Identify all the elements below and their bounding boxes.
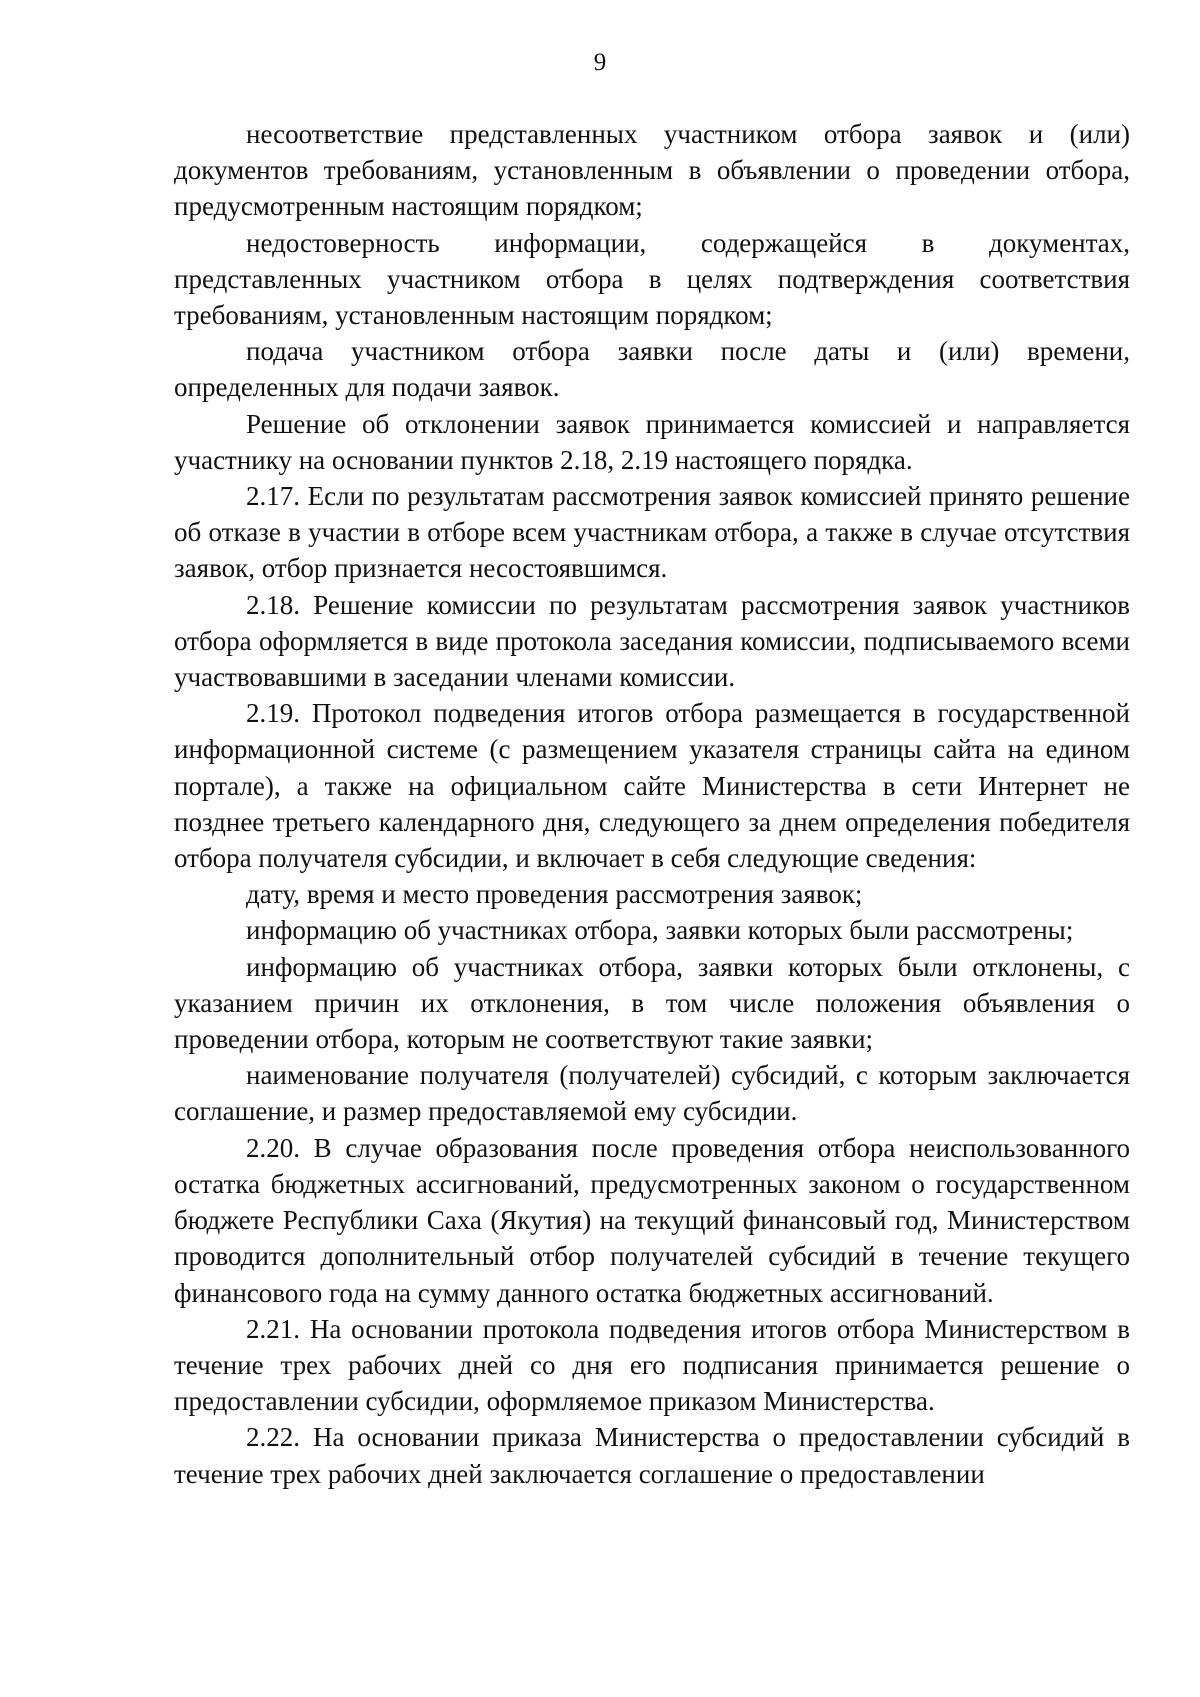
paragraph-2-20: 2.20. В случае образования после проведения отбора неиспользованного остатка бюджетных ассигнований, предусмотренных законом о государственном бюджете Республики Саха (Якутия) на текущий финансовый год, Министерством проводится дополнительный отбор получателей субсидий в течение текущего финансового года на сумму данного остатка бюджетных ассигнований. [174,1132,1130,1308]
list-item-date-time: дату, время и место проведения рассмотрения заявок; [246,879,863,910]
list-item-rejected: информацию об участниках отбора, заявки которых были отклонены, с указанием причин их отклонения, в том числе положения объявления о проведении отбора, которым не соответствуют такие заявки; [174,951,1130,1055]
paragraph-4: Решение об отклонении заявок принимается комиссией и направляется участнику на основании пунктов 2.18, 2.19 настоящего порядка. [174,408,1130,475]
paragraph-2-21: 2.21. На основании протокола подведения итогов отбора Министерством в течение трех рабочих дней со дня его подписания принимается решение о предоставлении субсидии, оформляемое приказом Министерства. [174,1313,1130,1417]
document-body [174,116,1130,1492]
paragraph-3: подача участником отбора заявки после даты и (или) времени, определенных для подачи заявок. [174,336,1130,403]
paragraph-2-19: 2.19. Протокол подведения итогов отбора размещается в государственной информационной системе (с размещением указателя страницы сайта на едином портале), а также на официальном сайте Министерства в сети Интернет не позднее третьего календарного дня, следующего за днем определения победителя отбора получателя субсидии, и включает в себя следующие сведения: [174,698,1130,874]
list-item-reviewed: информацию об участниках отбора, заявки которых были рассмотрены; [246,915,1074,946]
paragraph-1: несоответствие представленных участником отбора заявок и (или) документов требованиям, установленным в объявлении о проведении отбора, предусмотренным настоящим порядком; [174,119,1130,222]
page-number: 9 [593,49,607,76]
list-item-recipient: наименование получателя (получателей) субсидий, с которым заключается соглашение, и размер предоставляемой ему субсидии. [174,1060,1130,1127]
paragraph-2: недостоверность информации, содержащейся в документах, представленных участником отбора в целях подтверждения соответствия требованиям, установленным настоящим порядком; [174,227,1130,331]
paragraph-2-17: 2.17. Если по результатам рассмотрения заявок комиссией принято решение об отказе в участии в отборе всем участникам отбора, а также в случае отсутствия заявок, отбор признается несостоявшимся. [174,481,1130,584]
paragraph-2-18: 2.18. Решение комиссии по результатам рассмотрения заявок участников отбора оформляется в виде протокола заседания комиссии, подписываемого всеми участвовавшими в заседании членами комиссии. [174,589,1130,693]
paragraph-2-22: 2.22. На основании приказа Министерства о предоставлении субсидий в течение трех рабочих дней заключается соглашение о предоставлении [174,1422,1130,1489]
